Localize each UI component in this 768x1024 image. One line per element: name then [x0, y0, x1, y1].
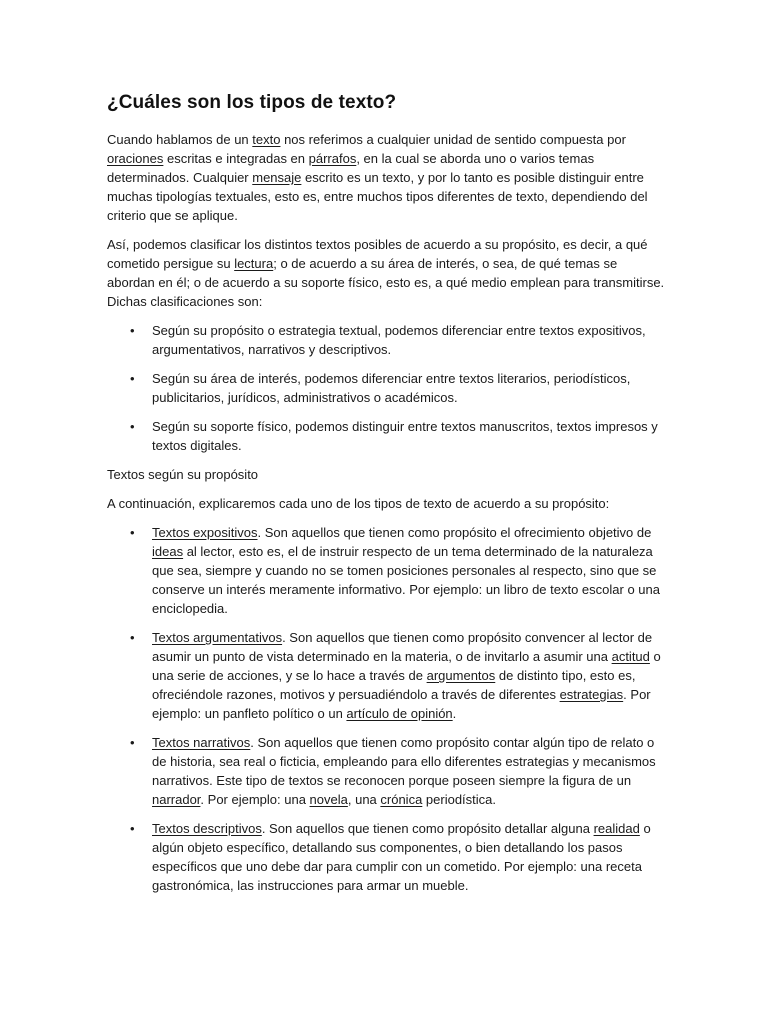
link-cronica[interactable]: crónica: [380, 792, 423, 807]
text-types-list: [107, 523, 668, 895]
link-texto[interactable]: texto: [252, 132, 281, 147]
bullet-icon: •: [130, 630, 135, 645]
list-item-text: Según su propósito o estrategia textual, podemos diferenciar entre textos expositivos, argumentativos, narrativos y descriptivos.: [152, 323, 646, 357]
list-item-argumentativos: [107, 628, 668, 723]
text-span: Así, podemos clasificar los distintos textos posibles de acuerdo a su propósito, es decir, a qué cometido persigue su: [107, 237, 648, 271]
link-actitud[interactable]: actitud: [611, 649, 650, 664]
list-item: [107, 321, 668, 359]
text-span: ; o de acuerdo a su área de interés, o sea, de qué temas se abordan en él; o de acuerdo a su soporte físico, esto es, a qué medio emplean para transmitirse. Dichas clasificaciones son:: [107, 256, 665, 309]
bullet-icon: •: [130, 525, 135, 540]
page-title: ¿Cuáles son los tipos de texto?: [107, 92, 397, 113]
text-span: escritas e integradas en: [163, 151, 309, 166]
bullet-icon: •: [130, 821, 135, 836]
bullet-icon: •: [130, 323, 135, 338]
text-span: o algún objeto específico, detallando sus componentes, o bien detallando los pasos específicos que uno debe dar para cumplir con un cometido. Por ejemplo: una receta gastronómica, las instrucciones para armar un mueble.: [152, 821, 651, 893]
classification-list: [107, 321, 668, 455]
list-item-expositivos: [107, 523, 668, 618]
list-item-descriptivos: [107, 819, 668, 895]
text-span: . Son aquellos que tienen como propósito convencer al lector de asumir un punto de vista determinado en la materia, o de invitarlo a asumir una: [152, 630, 653, 664]
list-item: [107, 369, 668, 407]
link-mensaje[interactable]: mensaje: [252, 170, 302, 185]
link-articulo-de-opinion[interactable]: artículo de opinión: [346, 706, 453, 721]
text-span: . Por ejemplo: un panfleto político o un: [152, 687, 651, 721]
bullet-icon: •: [130, 735, 135, 750]
text-span: periodística.: [422, 792, 497, 807]
text-span: , una: [347, 792, 381, 807]
list-item-narrativos: [107, 733, 668, 809]
text-span: o una serie de acciones, y se lo hace a través de: [152, 649, 661, 683]
link-parrafos[interactable]: párrafos: [308, 151, 357, 166]
text-span: . Son aquellos que tienen como propósito detallar alguna: [261, 821, 594, 836]
link-textos-descriptivos[interactable]: Textos descriptivos: [152, 821, 262, 836]
text-span: nos referimos a cualquier unidad de sentido compuesta por: [280, 132, 626, 147]
link-textos-expositivos[interactable]: Textos expositivos: [152, 525, 258, 540]
list-item-text: Según su área de interés, podemos diferenciar entre textos literarios, periodísticos, publicitarios, jurídicos, administrativos o académicos.: [152, 371, 631, 405]
link-realidad[interactable]: realidad: [593, 821, 640, 836]
text-span: escrito es un texto, y por lo tanto es posible distinguir entre muchas tipologías textuales, esto es, entre muchos tipos diferentes de texto, dependiendo del criterio que se aplique.: [107, 170, 648, 223]
text-span: al lector, esto es, el de instruir respecto de un tema determinado de la naturaleza que sea, siempre y cuando no se tomen posiciones personales al respecto, sino que se conserve un interés meramente informativo. Por ejemplo: un libro de texto escolar o una enciclopedia.: [152, 544, 660, 616]
classification-paragraph: [107, 235, 668, 311]
intro-paragraph: [107, 130, 668, 225]
text-span: . Son aquellos que tienen como propósito el ofrecimiento objetivo de: [257, 525, 652, 540]
link-lectura[interactable]: lectura: [234, 256, 274, 271]
link-oraciones[interactable]: oraciones: [107, 151, 164, 166]
link-textos-argumentativos[interactable]: Textos argumentativos: [152, 630, 283, 645]
text-span: .: [452, 706, 457, 721]
text-span: de distinto tipo, esto es, ofreciéndole razones, motivos y persuadiéndolo a través de diferentes: [152, 668, 636, 702]
section-intro: A continuación, explicaremos cada uno de los tipos de texto de acuerdo a su propósito:: [107, 496, 610, 511]
link-argumentos[interactable]: argumentos: [426, 668, 496, 683]
text-span: . Por ejemplo: una: [200, 792, 310, 807]
list-item: [107, 417, 668, 455]
link-estrategias[interactable]: estrategias: [559, 687, 624, 702]
link-novela[interactable]: novela: [309, 792, 348, 807]
list-item-text: Según su soporte físico, podemos distinguir entre textos manuscritos, textos impresos y textos digitales.: [152, 419, 658, 453]
section-subheading: Textos según su propósito: [107, 467, 259, 482]
text-span: , en la cual se aborda uno o varios temas determinados. Cualquier: [107, 151, 595, 185]
bullet-icon: •: [130, 419, 135, 434]
text-span: Cuando hablamos de un: [107, 132, 253, 147]
link-ideas[interactable]: ideas: [152, 544, 184, 559]
text-span: . Son aquellos que tienen como propósito contar algún tipo de relato o de historia, sea real o ficticia, empleando para ello diferentes estrategias y mecanismos narrativos. Este tipo de textos se reconocen porque poseen siempre la figura de un: [152, 735, 656, 788]
bullet-icon: •: [130, 371, 135, 386]
link-narrador[interactable]: narrador: [152, 792, 201, 807]
link-textos-narrativos[interactable]: Textos narrativos: [152, 735, 251, 750]
